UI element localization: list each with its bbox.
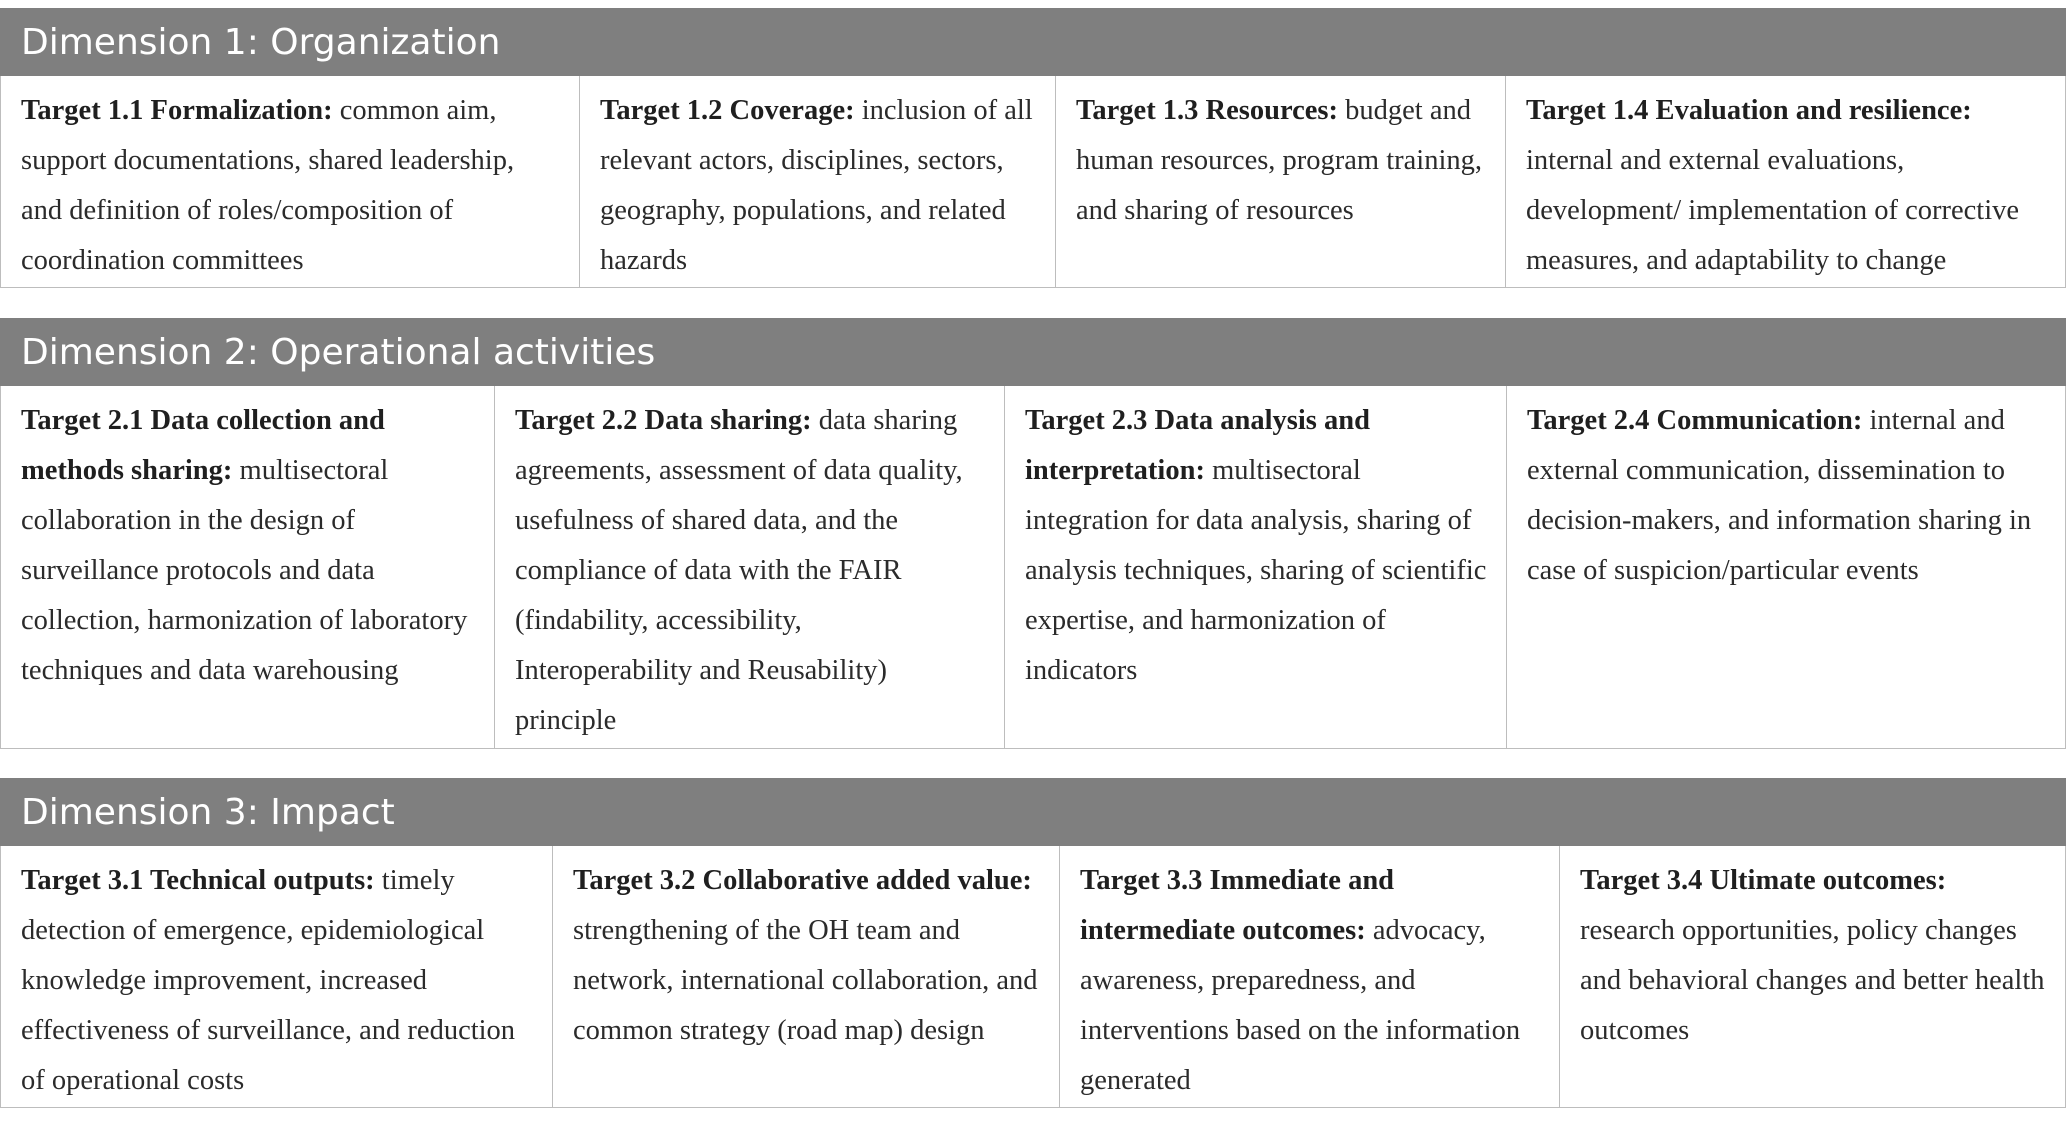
- dimension-1-targets-row: [0, 76, 2066, 288]
- target-1-1-label: Target 1.1 Formalization:: [21, 95, 333, 126]
- target-2-4-label: Target 2.4 Communication:: [1527, 405, 1863, 436]
- target-2-3-cell: [1005, 386, 1507, 748]
- dimension-2-header: Dimension 2: Operational activities: [0, 318, 2066, 386]
- target-3-3-label: Target 3.3 Immediate and intermediate outcomes:: [1080, 865, 1395, 946]
- target-1-1-cell: [1, 76, 580, 287]
- target-2-1-label: Target 2.1 Data collection and methods sharing:: [21, 405, 385, 486]
- target-1-4-label: Target 1.4 Evaluation and resilience:: [1526, 95, 1972, 126]
- dimension-3-impact: [0, 778, 2066, 1108]
- target-1-4-cell: [1506, 76, 2065, 287]
- target-3-2-cell: [553, 846, 1060, 1107]
- target-2-2-text: data sharing agreements, assessment of data quality, usefulness of shared data, and the compliance of data with the FAIR (findability, accessibility, Interoperability and Reusability) principle: [515, 405, 963, 736]
- target-3-4-label: Target 3.4 Ultimate outcomes:: [1580, 865, 1947, 896]
- target-2-3-label: Target 2.3 Data analysis and interpretation:: [1025, 405, 1370, 486]
- target-3-1-text: timely detection of emergence, epidemiological knowledge improvement, increased effectiveness of surveillance, and reduction of operational costs: [21, 865, 516, 1096]
- target-3-4-text: research opportunities, policy changes and behavioral changes and better health outcomes: [1580, 915, 2045, 1046]
- target-3-1-label: Target 3.1 Technical outputs:: [21, 865, 375, 896]
- target-1-1-text: common aim, support documentations, shared leadership, and definition of roles/composition of coordination committees: [21, 95, 515, 276]
- target-1-2-text: inclusion of all relevant actors, disciplines, sectors, geography, populations, and related hazards: [600, 95, 1033, 276]
- target-3-2-text: strengthening of the OH team and network, international collaboration, and common strategy (road map) design: [573, 915, 1038, 1046]
- dimension-1-organization: [0, 8, 2066, 288]
- target-3-3-cell: [1060, 846, 1560, 1107]
- dimension-2-targets-row: [0, 386, 2066, 749]
- target-1-3-text: budget and human resources, program training, and sharing of resources: [1076, 95, 1482, 226]
- target-2-4-cell: [1507, 386, 2065, 748]
- dimension-1-header: Dimension 1: Organization: [0, 8, 2066, 76]
- target-2-2-cell: [495, 386, 1005, 748]
- dimension-2-operational-activities: [0, 318, 2066, 749]
- target-1-3-cell: [1056, 76, 1506, 287]
- target-2-3-text: multisectoral integration for data analysis, sharing of analysis techniques, sharing of scientific expertise, and harmonization of indicators: [1025, 455, 1487, 686]
- target-2-1-cell: [1, 386, 495, 748]
- target-3-3-text: advocacy, awareness, preparedness, and interventions based on the information generated: [1080, 915, 1521, 1096]
- target-2-2-label: Target 2.2 Data sharing:: [515, 405, 812, 436]
- target-3-1-cell: [1, 846, 553, 1107]
- target-3-4-cell: [1560, 846, 2065, 1107]
- target-1-2-label: Target 1.2 Coverage:: [600, 95, 855, 126]
- dimension-3-header: Dimension 3: Impact: [0, 778, 2066, 846]
- target-1-2-cell: [580, 76, 1056, 287]
- target-2-1-text: multisectoral collaboration in the design of surveillance protocols and data collection, harmonization of laboratory techniques and data warehousing: [21, 455, 468, 686]
- target-2-4-text: internal and external communication, dissemination to decision-makers, and information sharing in case of suspicion/particular events: [1527, 405, 2032, 586]
- target-3-2-label: Target 3.2 Collaborative added value:: [573, 865, 1032, 896]
- dimension-3-targets-row: [0, 846, 2066, 1108]
- target-1-4-text: internal and external evaluations, development/ implementation of corrective measures, and adaptability to change: [1526, 145, 2020, 276]
- target-1-3-label: Target 1.3 Resources:: [1076, 95, 1338, 126]
